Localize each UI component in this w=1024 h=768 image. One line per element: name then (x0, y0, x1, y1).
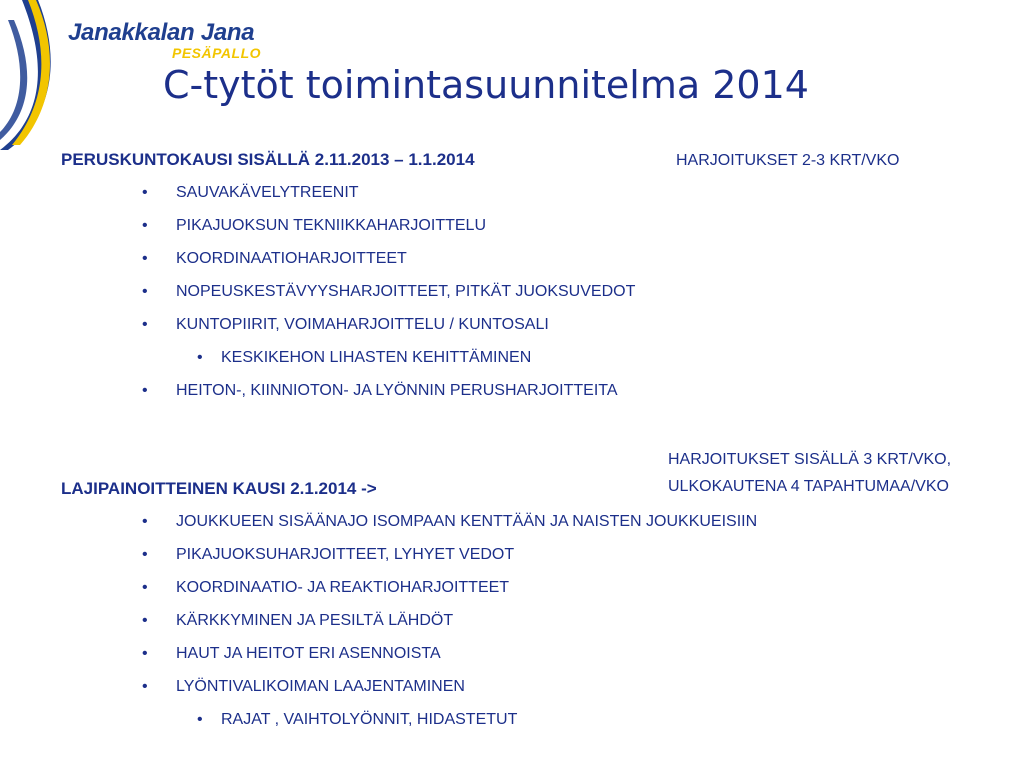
bullet-icon: • (142, 217, 148, 234)
list-item-text: NOPEUSKESTÄVYYSHARJOITTEET, PITKÄT JUOKSUVEDOT (176, 283, 636, 300)
section1-heading: PERUSKUNTOKAUSI SISÄLLÄ 2.11.2013 – 1.1.2014 (61, 150, 475, 169)
list-item-text: HAUT JA HEITOT ERI ASENNOISTA (176, 645, 441, 662)
bullet-icon: • (197, 349, 203, 366)
section2-note-line2: ULKOKAUTENA 4 TAPAHTUMAA/VKO (668, 478, 949, 495)
logo-name: Janakkalan Jana (68, 19, 255, 46)
bullet-icon: • (142, 513, 148, 530)
section2-note-line1: HARJOITUKSET SISÄLLÄ 3 KRT/VKO, (668, 451, 952, 468)
bullet-icon: • (197, 711, 203, 728)
logo (68, 20, 261, 60)
list-item-text: KÄRKKYMINEN JA PESILTÄ LÄHDÖT (176, 612, 454, 629)
bullet-icon: • (142, 579, 148, 596)
section1-note: HARJOITUKSET 2-3 KRT/VKO (676, 152, 900, 169)
section2-heading: LAJIPAINOITTEINEN KAUSI 2.1.2014 -> (61, 479, 377, 498)
list-item-text: JOUKKUEEN SISÄÄNAJO ISOMPAAN KENTTÄÄN JA NAISTEN JOUKKUEISIIN (176, 513, 758, 530)
list-item-text: LYÖNTIVALIKOIMAN LAAJENTAMINEN (176, 678, 465, 695)
list-item-text: KOORDINAATIO- JA REAKTIOHARJOITTEET (176, 579, 510, 596)
bullet-icon: • (142, 645, 148, 662)
bullet-icon: • (142, 283, 148, 300)
slide-title: C-tytöt toimintasuunnitelma 2014 (163, 63, 809, 107)
list-item-text: KOORDINAATIOHARJOITTEET (176, 250, 407, 267)
swoosh-logo-icon (0, 0, 70, 150)
list-item-text: KUNTOPIIRIT, VOIMAHARJOITTELU / KUNTOSALI (176, 316, 549, 333)
bullet-icon: • (142, 184, 148, 201)
list-item-text: SAUVAKÄVELYTREENIT (176, 184, 359, 201)
bullet-icon: • (142, 678, 148, 695)
bullet-icon: • (142, 382, 148, 399)
list-item-text: KESKIKEHON LIHASTEN KEHITTÄMINEN (221, 349, 532, 366)
bullet-icon: • (142, 612, 148, 629)
logo-subtitle: PESÄPALLO (172, 45, 262, 61)
bullet-icon: • (142, 250, 148, 267)
bullet-icon: • (142, 316, 148, 333)
list-item-text: RAJAT , VAIHTOLYÖNNIT, HIDASTETUT (221, 711, 518, 728)
list-item-text: PIKAJUOKSUHARJOITTEET, LYHYET VEDOT (176, 546, 515, 563)
bullet-icon: • (142, 546, 148, 563)
list-item-text: HEITON-, KIINNIOTON- JA LYÖNNIN PERUSHARJOITTEITA (176, 382, 618, 399)
list-item-text: PIKAJUOKSUN TEKNIIKKAHARJOITTELU (176, 217, 486, 234)
